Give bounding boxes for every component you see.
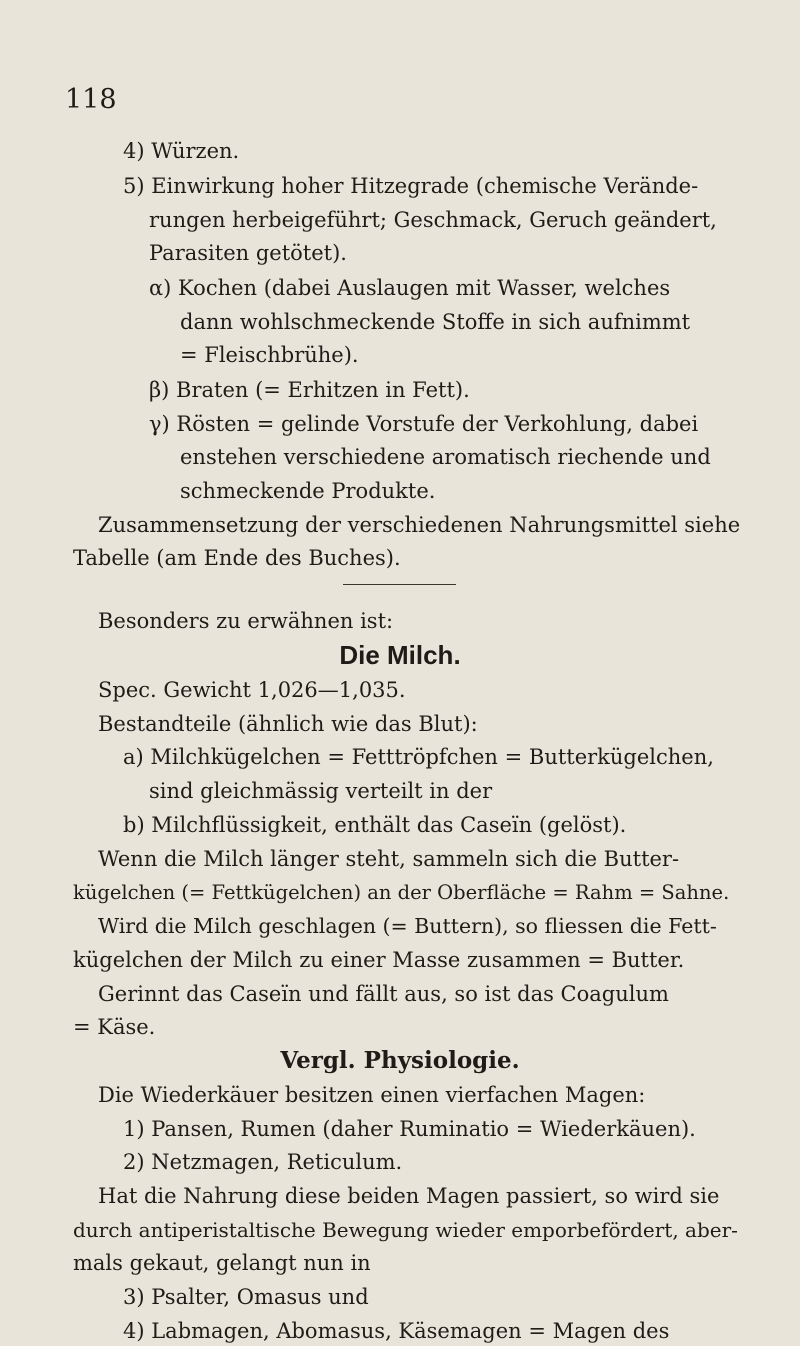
text-line: kügelchen der Milch zu einer Masse zusammen = Butter. [73, 948, 685, 972]
text-line: rungen herbeigeführt; Geschmack, Geruch geändert, [149, 208, 717, 232]
text-line: β) Braten (= Erhitzen in Fett). [149, 378, 470, 402]
text-line: schmeckende Produkte. [180, 479, 436, 503]
text-line: dann wohlschmeckende Stoffe in sich aufnimmt [180, 310, 691, 334]
text-line: mals gekaut, gelangt nun in [73, 1251, 371, 1275]
text-line: kügelchen (= Fettkügelchen) an der Oberfläche = Rahm = Sahne. [73, 881, 730, 904]
text-line: 1) Pansen, Rumen (daher Ruminatio = Wiederkäuen). [123, 1117, 696, 1141]
text-line: Wenn die Milch länger steht, sammeln sich die Butter- [98, 847, 680, 871]
text-line: Hat die Nahrung diese beiden Magen passiert, so wird sie [98, 1184, 720, 1208]
text-line: a) Milchkügelchen = Fetttröpfchen = Butterkügelchen, [123, 745, 714, 769]
text-line: Wird die Milch geschlagen (= Buttern), so fliessen die Fett- [98, 914, 717, 938]
text-line: = Fleischbrühe). [180, 343, 359, 367]
text-line: γ) Rösten = gelinde Vorstufe der Verkohlung, dabei [149, 412, 699, 436]
text-line: enstehen verschiedene aromatisch riechende und [180, 445, 711, 469]
section-heading: Vergl. Physiologie. [280, 1047, 520, 1074]
text-line: 3) Psalter, Omasus und [123, 1285, 369, 1309]
text-line: Besonders zu erwähnen ist: [98, 609, 394, 633]
text-line: durch antiperistaltische Bewegung wieder emporbefördert, aber- [73, 1218, 738, 1242]
text-line: 5) Einwirkung hoher Hitzegrade (chemische Verände- [123, 174, 699, 198]
text-line: 2) Netzmagen, Reticulum. [123, 1150, 403, 1174]
text-line: = Käse. [73, 1015, 156, 1039]
text-line: sind gleichmässig verteilt in der [149, 779, 493, 803]
text-line: 4) Würzen. [123, 139, 240, 163]
text-line: Die Wiederkäuer besitzen einen vierfachen Magen: [98, 1083, 646, 1107]
text-line: 4) Labmagen, Abomasus, Käsemagen = Magen des [123, 1319, 670, 1343]
section-rule [343, 584, 456, 585]
text-line: Tabelle (am Ende des Buches). [73, 546, 401, 570]
text-line: b) Milchflüssigkeit, enthält das Caseïn (gelöst). [123, 813, 627, 837]
text-line: Parasiten getötet). [149, 241, 347, 265]
text-line: Gerinnt das Caseïn und fällt aus, so ist das Coagulum [98, 982, 669, 1006]
text-line: Spec. Gewicht 1,026—1,035. [98, 678, 406, 702]
page-number: 118 [65, 84, 117, 115]
text-line: Zusammensetzung der verschiedenen Nahrungsmittel siehe [98, 513, 741, 537]
section-heading: Die Milch. [339, 640, 461, 670]
text-line: α) Kochen (dabei Auslaugen mit Wasser, welches [149, 276, 671, 300]
text-line: Bestandteile (ähnlich wie das Blut): [98, 712, 478, 736]
